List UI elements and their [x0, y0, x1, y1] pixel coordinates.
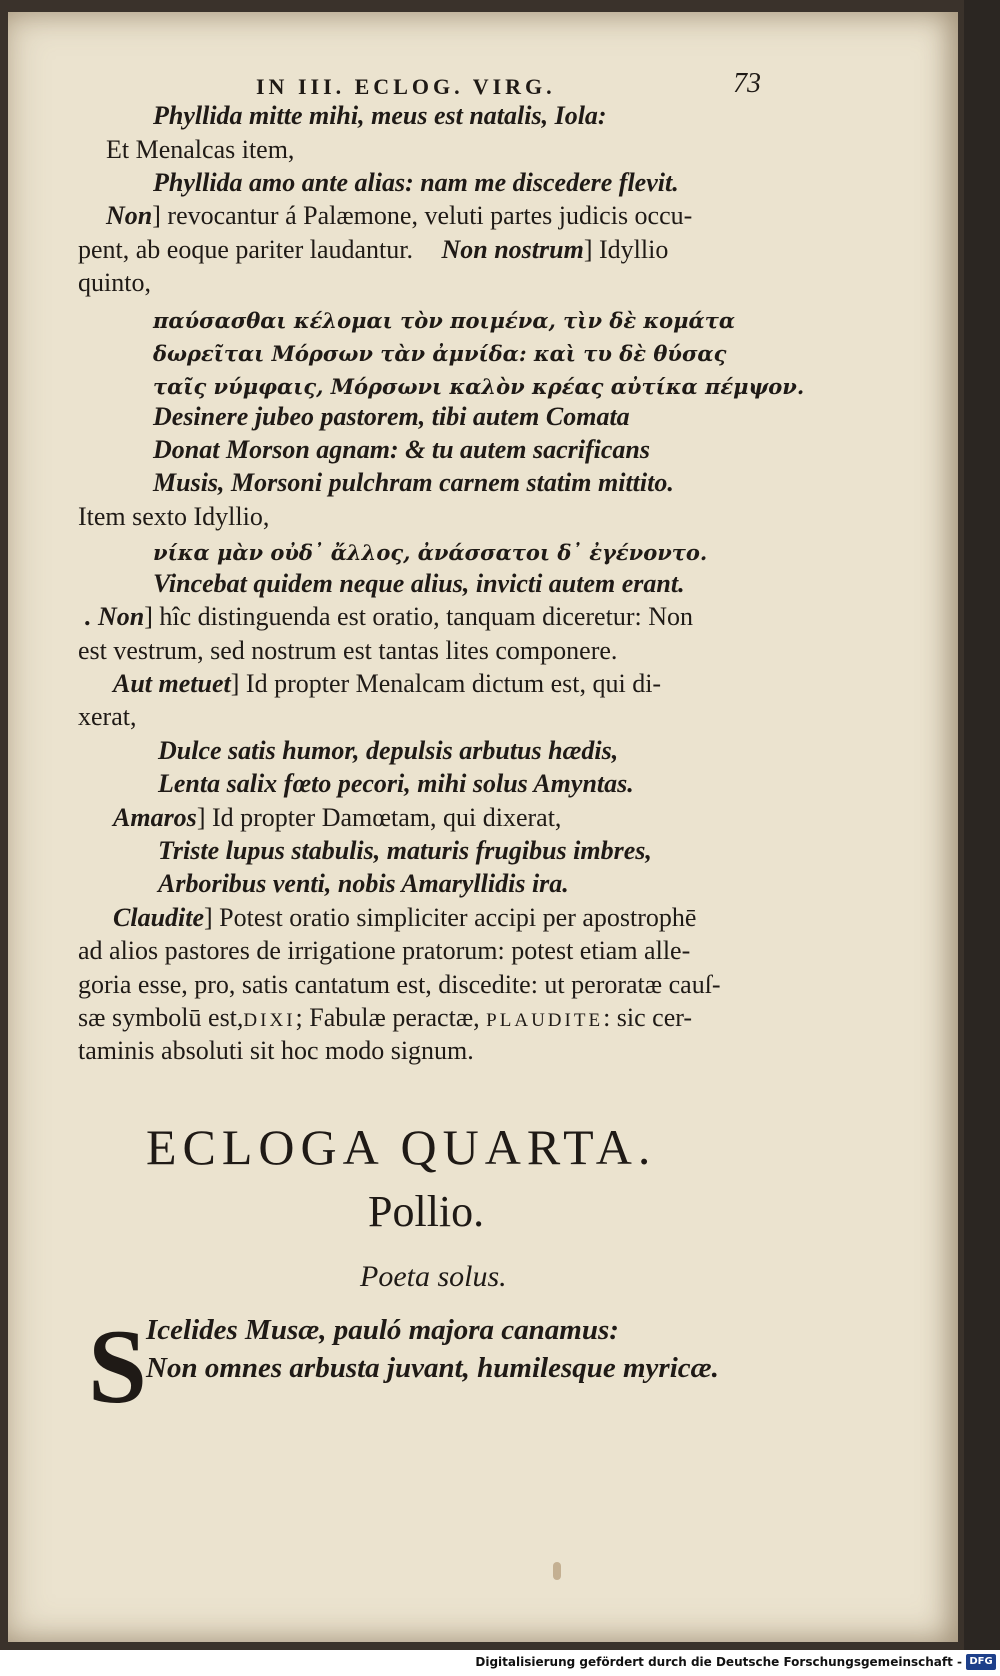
dfg-logo: DFG — [966, 1654, 996, 1670]
section-subtitle: Pollio. — [368, 1187, 485, 1236]
lemma: Claudite — [113, 903, 205, 932]
commentary-line: sæ symbolū est,DIXI; Fabulæ peractæ, PLAUDITE: sic cer- — [78, 1003, 693, 1032]
greek-line: νίκα μὰν οὐδ᾽ ἄλλος, ἀνάσσατοι δ᾽ ἐγένοντο. — [153, 540, 708, 565]
verse-line: Non omnes arbusta juvant, humilesque myricæ. — [146, 1352, 719, 1384]
commentary-line: Amaros] Id propter Damœtam, qui dixerat, — [113, 803, 562, 832]
translation-line: Musis, Morsoni pulchram carnem statim mittito. — [153, 468, 674, 497]
verse-line: Dulce satis humor, depulsis arbutus hædis, — [158, 736, 619, 765]
translation-line: Vincebat quidem neque alius, invicti autem erant. — [153, 569, 685, 598]
footer-credit: Digitalisierung gefördert durch die Deutsche Forschungsgemeinschaft - — [475, 1655, 962, 1669]
greek-line: ταῖς νύμφαις, Μόρσωνι καλὸν κρέας αὐτίκα πέμψον. — [153, 374, 805, 399]
paper-stain — [553, 1562, 561, 1580]
section-title: ECLOGA QUARTA. — [146, 1119, 657, 1175]
text-line: quinto, — [78, 268, 151, 297]
verse-line: Phyllida amo ante alias: nam me discedere flevit. — [153, 168, 679, 197]
greek-line: παύσασθαι κέλομαι τὸν ποιμένα, τὶν δὲ κομάτα — [153, 308, 735, 333]
verse-line: Icelides Musæ, pauló majora canamus: — [146, 1314, 619, 1346]
commentary-line: Non] revocantur á Palæmone, veluti partes judicis occu- — [106, 201, 693, 230]
lemma: Amaros — [113, 803, 197, 832]
lemma: Non nostrum — [441, 235, 584, 264]
footer-bar — [0, 1650, 1000, 1676]
verse-line: Phyllida mitte mihi, meus est natalis, Iola: — [153, 101, 607, 130]
text-line: taminis absoluti sit hoc modo signum. — [78, 1036, 474, 1065]
commentary-line: pent, ab eoque pariter laudantur. Non nostrum] Idyllio — [78, 235, 669, 264]
commentary-line: Claudite] Potest oratio simpliciter accipi per apostrophē — [113, 903, 697, 932]
text-line: Item sexto Idyllio, — [78, 502, 270, 531]
text-line: goria esse, pro, satis cantatum est, discedite: ut peroratæ cauſ- — [78, 970, 721, 999]
book-page — [8, 12, 958, 1642]
small-caps-word: DIXI — [243, 1010, 296, 1031]
lemma: Aut metuet — [113, 669, 231, 698]
verse-line: Lenta salix fœto pecori, mihi solus Amyntas. — [158, 769, 634, 798]
running-head: IN III. ECLOG. VIRG. — [256, 74, 556, 99]
text-line: Et Menalcas item, — [106, 135, 295, 164]
small-caps-word: PLAUDITE — [486, 1010, 604, 1031]
commentary-line: . Non] hîc distinguenda est oratio, tanquam diceretur: Non — [85, 602, 693, 631]
verse-line: Triste lupus stabulis, maturis frugibus imbres, — [158, 836, 652, 865]
text-line: ad alios pastores de irrigatione pratorum: potest etiam alle- — [78, 936, 691, 965]
drop-cap: S — [88, 1308, 147, 1425]
translation-line: Donat Morson agnam: & tu autem sacrificans — [153, 435, 650, 464]
folio-number: 73 — [733, 68, 761, 99]
translation-line: Desinere jubeo pastorem, tibi autem Comata — [153, 402, 630, 431]
lemma: . Non — [85, 602, 145, 631]
lemma: Non — [106, 201, 153, 230]
greek-line: δωρεῖται Μόρσων τὰν ἀμνίδα: καὶ τυ δὲ θύσας — [153, 341, 727, 366]
speaker-label: Poeta solus. — [360, 1260, 507, 1293]
text-line: xerat, — [78, 702, 137, 731]
text-line: est vestrum, sed nostrum est tantas lites componere. — [78, 636, 618, 665]
verse-line: Arboribus venti, nobis Amaryllidis ira. — [158, 869, 569, 898]
commentary-line: Aut metuet] Id propter Menalcam dictum est, qui di- — [113, 669, 662, 698]
